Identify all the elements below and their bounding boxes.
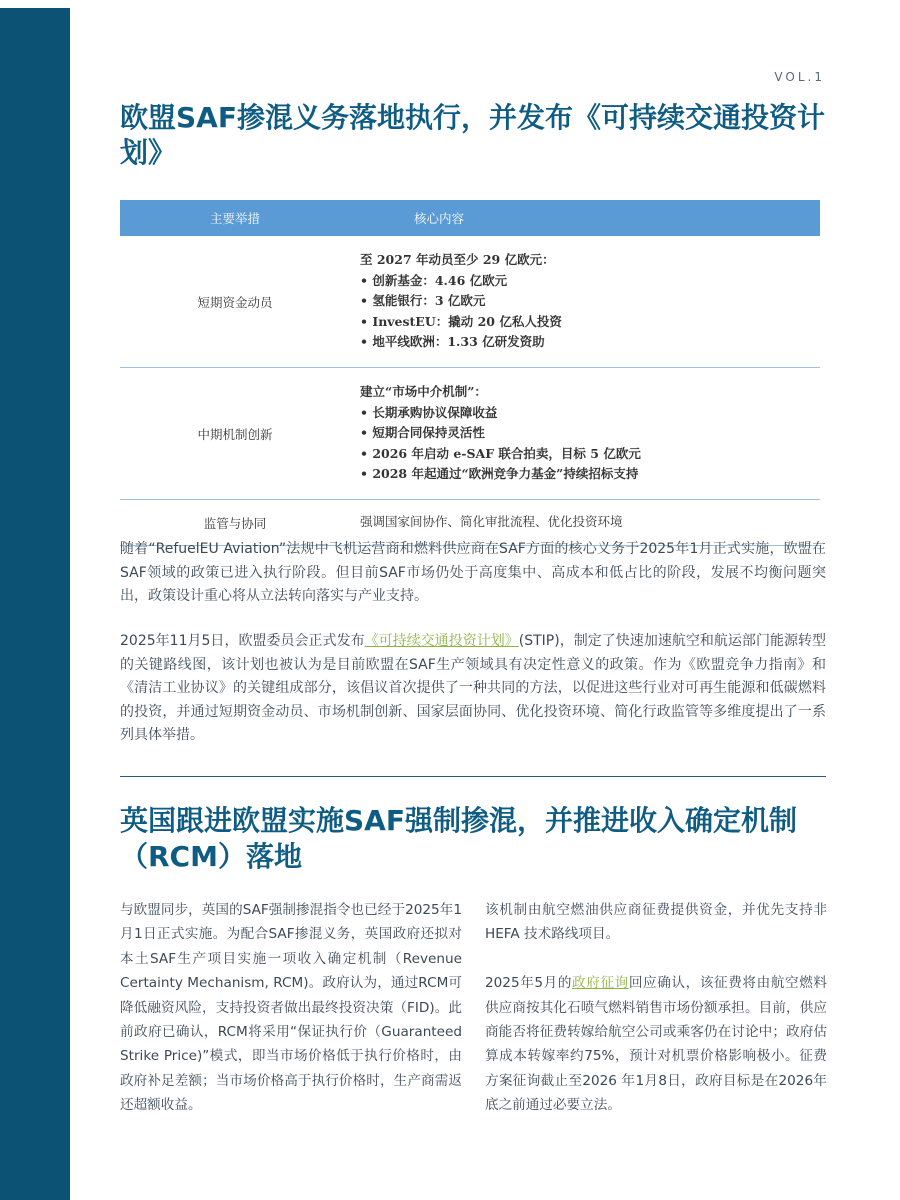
section1-paragraph-2 bbox=[120, 630, 826, 748]
content-line: • 2028 年起通过“欧洲竞争力基金”持续招标支持 bbox=[360, 466, 639, 482]
right-paragraph-2 bbox=[485, 971, 827, 1117]
content-line: 建立“市场中介机制”： bbox=[360, 384, 487, 400]
section1-paragraph-1: 随着“RefuelEU Aviation”法规中飞机运营商和燃料供应商在SAF方面的核心义务于2025年1月正式实施，欧盟在SAF领域的政策已进入执行阶段。但目前SAF市场仍处于高度集中、高成本和低占比的阶段，发展不均衡问题突出，政策设计重心将从立法转向落实与产业支持。 bbox=[120, 541, 826, 604]
section1-title: 欧盟SAF掺混义务落地执行，并发布《可持续交通投资计划》 bbox=[120, 101, 825, 169]
header-content: 核心内容 bbox=[414, 211, 465, 226]
measures-table bbox=[120, 200, 820, 546]
paragraph-text: (STIP)，制定了快速加速航空和航运部门能源转型的关键路线图，该计划也被认为是目前欧盟在SAF生产领域具有决定性意义的政策。作为《欧盟竞争力指南》和《清洁工业协议》的关键组成部分，该倡议首次提供了一种共同的方法，以促进这些行业对可再生能源和低碳燃料的投资，并通过短期资金动员、市场机制创新、国家层面协同、优化投资环境、简化行政监管等多维度提出了一系列具体举措。 bbox=[120, 633, 827, 743]
table-header-row bbox=[120, 200, 820, 236]
content-line: 至 2027 年动员至少 29 亿欧元： bbox=[360, 252, 555, 268]
content-line: • InvestEU：撬动 20 亿私人投资 bbox=[360, 313, 562, 329]
table-row bbox=[120, 236, 820, 368]
section-divider bbox=[120, 776, 826, 777]
content-line: • 2026 年启动 e-SAF 联合拍卖，目标 5 亿欧元 bbox=[360, 445, 641, 461]
row-measure: 监管与协同 bbox=[120, 500, 350, 546]
section2-right-column bbox=[485, 898, 827, 1118]
header-measure: 主要举措 bbox=[209, 211, 260, 226]
row-content bbox=[350, 368, 820, 500]
section2-title: 英国跟进欧盟实施SAF强制掺混，并推进收入确定机制（RCM）落地 bbox=[120, 804, 797, 873]
row-measure: 短期资金动员 bbox=[120, 236, 350, 368]
volume-label: VOL.1 bbox=[774, 70, 825, 84]
content-line: • 创新基金：4.46 亿欧元 bbox=[360, 272, 508, 288]
right-paragraph-1: 该机制由航空燃油供应商征费提供资金，并优先支持非 HEFA 技术路线项目。 bbox=[485, 902, 827, 943]
section2-left-column: 与欧盟同步，英国的SAF强制掺混指令也已经于2025年1月1日正式实施。为配合SAF掺混义务，英国政府还拟对本土SAF生产项目实施一项收入确定机制（Revenue Certainty Mechanism, RCM)。政府认为，通过RCM可降低融资风险，支持投资者做出最终投资决策（FID)。此前政府已确认，RCM将采用“保证执行价（Guaranteed Strike Price)”模式，即当市场价格低于执行价格时，由政府补足差额；当市场价格高于执行价格时，生产商需返还超额收益。 bbox=[120, 902, 462, 1114]
paragraph-gap bbox=[485, 947, 827, 971]
content-line: • 地平线欧洲：1.33 亿研发资助 bbox=[360, 334, 545, 350]
content-line: • 氢能银行：3 亿欧元 bbox=[360, 293, 486, 309]
content-line: • 长期承购协议保障收益 bbox=[360, 404, 498, 420]
stip-link[interactable]: 《可持续交通投资计划》 bbox=[364, 633, 519, 649]
paragraph-text: 回应确认，该征费将由航空燃料供应商按其化石喷气燃料销售市场份额承担。目前，供应商能否将征费转嫁给航空公司或乘客仍在讨论中；政府估算成本转嫁率约75%，预计对机票价格影响极小。征费方案征询截止至2026 年1月8日，政府目标是在2026年底之前通过必要立法。 bbox=[485, 975, 828, 1114]
table-row bbox=[120, 368, 820, 500]
content-line: • 短期合同保持灵活性 bbox=[360, 425, 485, 441]
row-content bbox=[350, 236, 820, 368]
paragraph-text: 2025年5月的 bbox=[485, 975, 573, 992]
paragraph-text: 2025年11月5日，欧盟委员会正式发布 bbox=[120, 633, 365, 649]
side-accent-bar bbox=[0, 8, 70, 1200]
content-line: 强调国家间协作、简化审批流程、优化投资环境 bbox=[360, 514, 623, 530]
row-measure: 中期机制创新 bbox=[120, 368, 350, 500]
consultation-link[interactable]: 政府征询 bbox=[572, 975, 629, 992]
